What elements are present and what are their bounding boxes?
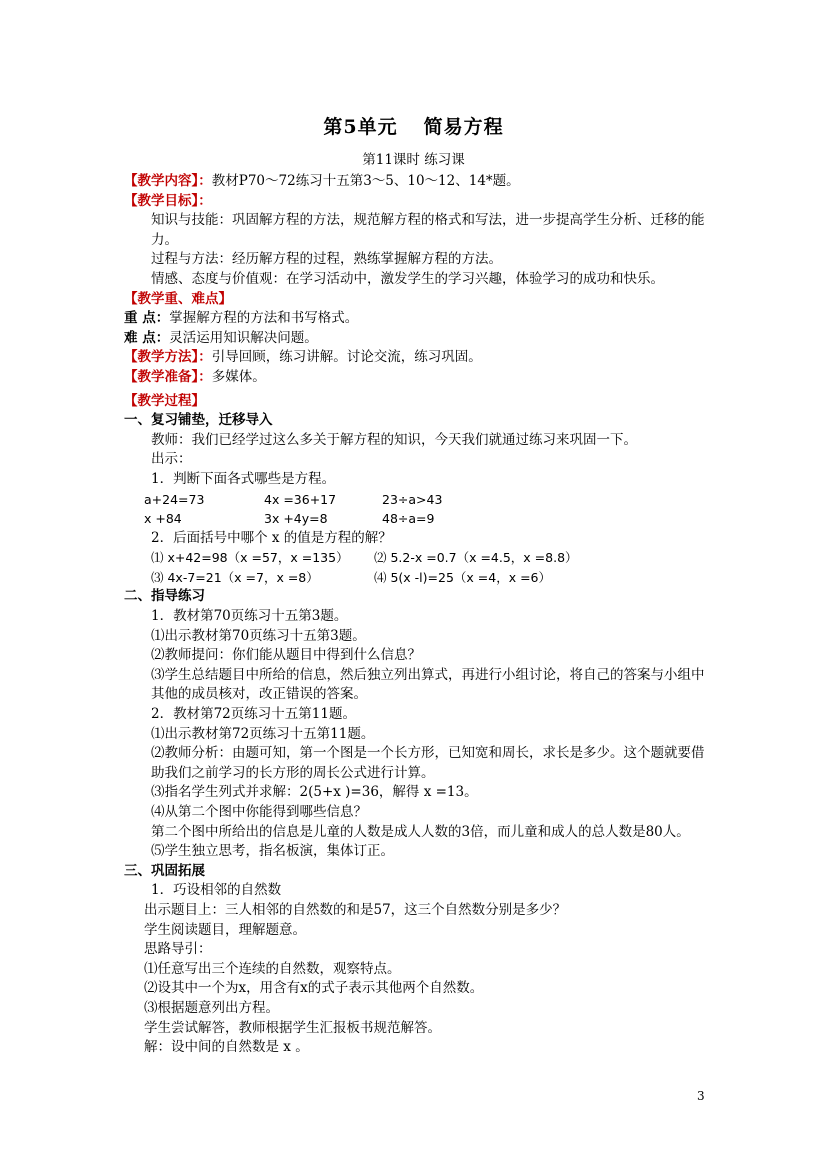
- page-title: [0, 112, 827, 139]
- equation-row: [124, 490, 709, 510]
- difficulty-text: 灵活运用知识解决问题。: [169, 329, 318, 346]
- solution-item: ⑴ x+42=98（x =57，x =135）: [151, 550, 349, 566]
- document-body: [124, 172, 709, 1058]
- paragraph: ⑴出示教材第70页练习十五第3题。: [151, 627, 366, 644]
- solution-item: ⑵ 5.2-x =0.7（x =4.5，x =8.8）: [374, 550, 578, 566]
- paragraph: 思路导引：: [144, 941, 212, 958]
- goal-item: 情感、态度与价值观：在学习活动中，激发学生的学习兴趣，体验学习的成功和快乐。: [151, 270, 664, 287]
- section-heading: 一、复习铺垫，迁移导入: [124, 412, 273, 429]
- prep-text: 多媒体。: [211, 368, 266, 385]
- paragraph: 1．巧设相邻的自然数: [151, 882, 282, 899]
- solution-row: [124, 548, 709, 568]
- paragraph: 教师：我们已经学过这么多关于解方程的知识，今天我们就通过练习来巩固一下。: [151, 431, 637, 448]
- equation: a+24=73: [144, 491, 205, 507]
- solution-item: ⑷ 5(x -l)=25（x =4，x =6）: [374, 569, 552, 585]
- content-line: [124, 172, 709, 192]
- paragraph: ⑶指名学生列式并求解：2(5+x )=36，解得 x =13。: [151, 784, 478, 801]
- solution-item: ⑶ 4x-7=21（x =7，x =8）: [151, 569, 319, 585]
- paragraph: 出示题目上：三人相邻的自然数的和是57，这三个自然数分别是多少？: [144, 901, 567, 918]
- paragraph: ⑴任意写出三个连续的自然数，观察特点。: [144, 960, 401, 977]
- paragraph: 学生阅读题目，理解题意。: [144, 921, 306, 938]
- prep-line: [124, 368, 709, 388]
- equation: 23÷a>43: [382, 491, 443, 507]
- equation: 4x =36+17: [264, 491, 337, 507]
- paragraph: 学生尝试解答，教师根据学生汇报板书规范解答。: [144, 1019, 441, 1036]
- process-label: 【教学过程】: [124, 392, 205, 409]
- paragraph: 出示：: [151, 451, 192, 468]
- paragraph: ⑶学生总结题目中所给的信息，然后独立列出算式，再进行小组讨论，将自己的答案与小组中其他的成员核对，改正错误的答案。: [151, 666, 705, 703]
- solution-row: [124, 568, 709, 588]
- method-line: [124, 348, 709, 368]
- paragraph: 1．教材第70页练习十五第3题。: [151, 608, 348, 625]
- method-label: 【教学方法】：: [124, 349, 212, 366]
- equation: 48÷a=9: [382, 511, 435, 527]
- paragraph: ⑵教师提问：你们能从题目中得到什么信息？: [151, 647, 421, 664]
- equation: x +84: [144, 511, 182, 527]
- paragraph: 2．教材第72页练习十五第11题。: [151, 706, 356, 723]
- lesson-subtitle: 第11课时 练习课: [362, 152, 465, 168]
- equation: 3x +4y=8: [264, 511, 328, 527]
- focus-label: 重 点：: [124, 310, 170, 327]
- paragraph: ⑶根据题意列出方程。: [144, 999, 279, 1016]
- question: 2．后面括号中哪个 x 的值是方程的解？: [151, 529, 392, 546]
- difficulty-label: 难 点：: [124, 329, 170, 346]
- paragraph: ⑸学生独立思考，指名板演，集体订正。: [151, 843, 394, 860]
- paragraph: 解：设中间的自然数是 x 。: [144, 1039, 309, 1056]
- paragraph: ⑵教师分析：由题可知，第一个图是一个长方形，已知宽和周长，求长是多少。这个题就要借助我们之前学习的长方形的周长公式进行计算。: [151, 745, 705, 781]
- focus-text: 掌握解方程的方法和书写格式。: [169, 310, 359, 327]
- method-text: 引导回顾，练习讲解。讨论交流，练习巩固。: [211, 349, 482, 366]
- page-number: 3: [697, 1089, 705, 1103]
- difficulty-line: [124, 329, 709, 349]
- section-heading: 二、指导练习: [124, 588, 205, 605]
- question: 1．判断下面各式哪些是方程。: [151, 470, 336, 487]
- paragraph: ⑷从第二个图中你能得到哪些信息？: [151, 804, 367, 820]
- equation-row: [124, 509, 709, 529]
- content-label: 【教学内容】：: [124, 173, 212, 189]
- unit-label: 第5单元: [323, 116, 398, 138]
- process-heading: [124, 392, 709, 412]
- content-text: 教材P70～72练习十五第3～5、10～12、14*题。: [211, 173, 520, 189]
- prep-label: 【教学准备】：: [124, 368, 212, 385]
- key-label: 【教学重、难点】: [124, 290, 232, 307]
- goals-heading: [124, 192, 709, 212]
- key-heading: [124, 290, 709, 310]
- section-heading: 三、巩固拓展: [124, 862, 205, 879]
- paragraph: ⑴出示教材第72页练习十五第11题。: [151, 725, 375, 742]
- goals-label: 【教学目标】：: [124, 192, 212, 209]
- unit-name: 简易方程: [423, 116, 504, 138]
- paragraph: ⑵设其中一个为x，用含有x的式子表示其他两个自然数。: [144, 980, 484, 997]
- goal-item: 知识与技能：巩固解方程的方法，规范解方程的格式和写法，进一步提高学生分析、迁移的能力。: [151, 212, 705, 248]
- goal-item: 过程与方法：经历解方程的过程，熟练掌握解方程的方法。: [151, 251, 502, 268]
- paragraph: 第二个图中所给出的信息是儿童的人数是成人人数的3倍，而儿童和成人的总人数是80人。: [151, 823, 690, 840]
- focus-line: [124, 309, 709, 329]
